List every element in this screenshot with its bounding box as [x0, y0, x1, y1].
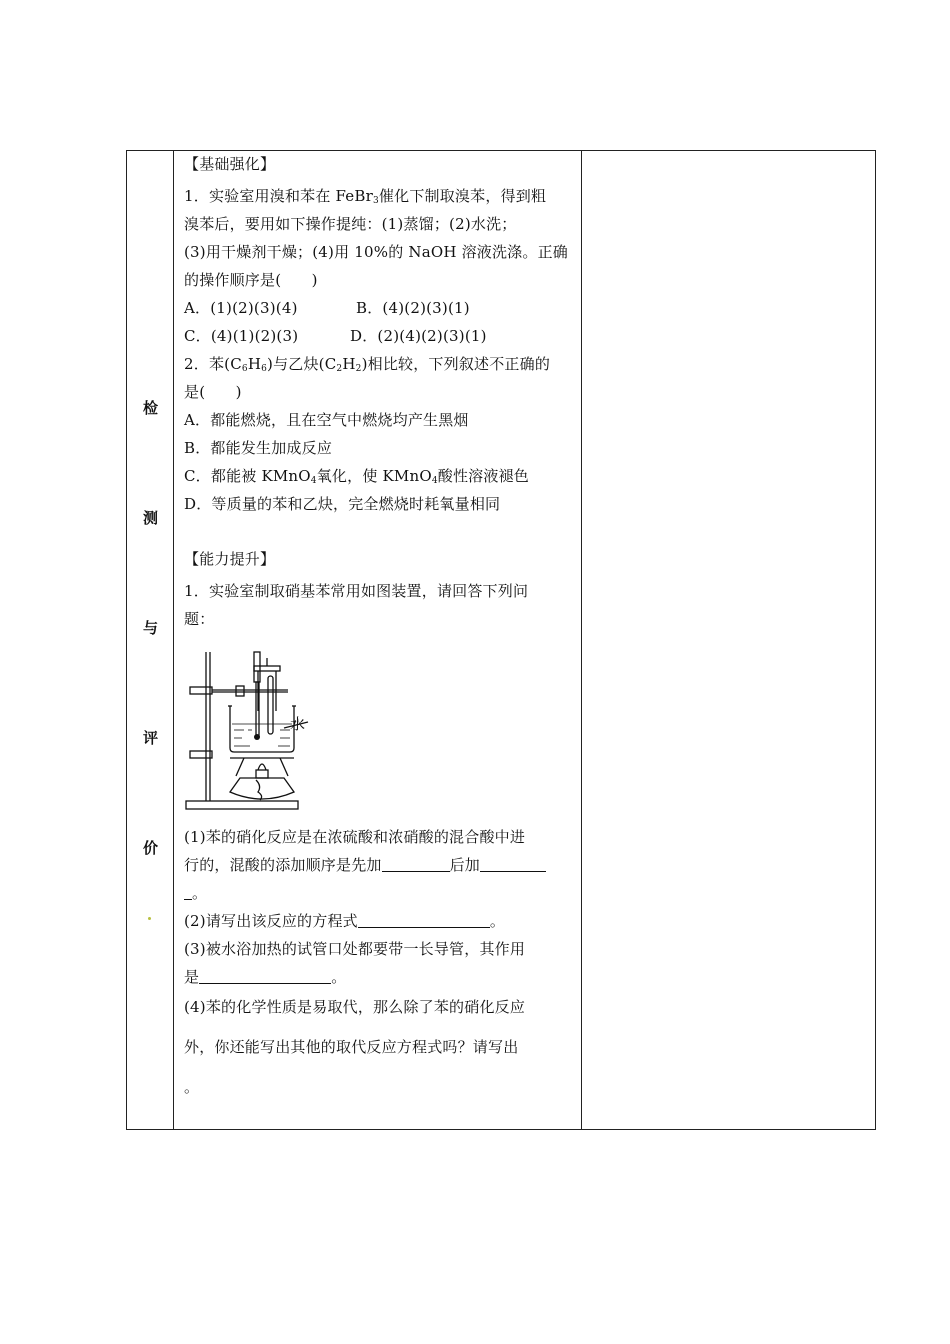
adv-p1-line: (1)苯的硝化反应是在浓硫酸和浓硝酸的混合酸中进: [184, 828, 526, 846]
q1-line: 的操作顺序是( ): [184, 271, 318, 289]
answer-blank[interactable]: [184, 885, 192, 900]
q2-option-c: C．都能被 KMnO$_4$氧化，使 KMnO$_4$酸性溶液褪色: [184, 467, 529, 486]
q2-option-b: B．都能发生加成反应: [184, 439, 333, 457]
worksheet-table: [126, 150, 876, 1130]
adv-p3-line: 是 。: [184, 968, 347, 986]
answer-blank[interactable]: [199, 969, 331, 984]
q1-line: (3)用干燥剂干燥；(4)用 10%的 NaOH 溶液洗涤。正确: [184, 243, 568, 261]
answer-blank[interactable]: [480, 857, 546, 872]
content-column: [174, 151, 582, 1129]
q1-line: 1．实验室用溴和苯在 FeBr$_3$催化下制取溴苯，得到粗: [184, 187, 547, 206]
side-char: 评: [142, 729, 158, 747]
adv-q1-line: 1．实验室制取硝基苯常用如图装置，请回答下列问: [184, 582, 529, 600]
answer-blank[interactable]: [358, 913, 490, 928]
adv-p3-line: (3)被水浴加热的试管口处都要带一长导管，其作用: [184, 940, 526, 958]
side-char: 检: [142, 399, 158, 417]
q1-option-d: D．(2)(4)(2)(3)(1): [350, 327, 487, 345]
adv-p4-line: (4)苯的化学性质是易取代，那么除了苯的硝化反应: [184, 998, 526, 1016]
answer-blank[interactable]: [382, 857, 450, 872]
decorative-dot: [148, 917, 151, 920]
side-char: 与: [142, 619, 158, 637]
q1-line: 溴苯后，要用如下操作提纯：(1)蒸馏；(2)水洗；: [184, 215, 517, 233]
q2-option-d: D．等质量的苯和乙炔，完全燃烧时耗氧量相同: [184, 495, 501, 513]
q1-option-c: C．(4)(1)(2)(3): [184, 327, 299, 345]
figure-water-label: 水: [290, 716, 306, 733]
adv-p4-line: 外，你还能写出其他的取代反应方程式吗？请写出: [184, 1038, 519, 1056]
q2-option-a: A．都能燃烧，且在空气中燃烧均产生黑烟: [184, 411, 469, 429]
adv-p2-line: (2)请写出该反应的方程式 。: [184, 912, 506, 930]
adv-p4-line: 。: [184, 1078, 200, 1096]
notes-column: [582, 151, 875, 1129]
q2-line: 是( ): [184, 383, 242, 401]
side-char: 测: [142, 509, 158, 527]
section-heading-advanced: 【能力提升】: [184, 550, 276, 568]
adv-p1-line: 行的，混酸的添加顺序是先加 后加: [184, 855, 546, 875]
side-label-column: [127, 151, 174, 1129]
q2-line: 2．苯$(C_6H_6)$与乙炔$(C_2H_2)$相比较，下列叙述不正确的: [184, 355, 551, 374]
side-char: 价: [142, 839, 158, 857]
q1-option-b: B．(4)(2)(3)(1): [356, 299, 470, 317]
section-heading-basic: 【基础强化】: [184, 155, 276, 173]
adv-q1-line: 题：: [184, 610, 215, 628]
adv-p1-line: 。: [184, 883, 207, 903]
nitrobenzene-apparatus-diagram: [184, 646, 314, 816]
q1-option-a: A．(1)(2)(3)(4): [184, 299, 298, 317]
